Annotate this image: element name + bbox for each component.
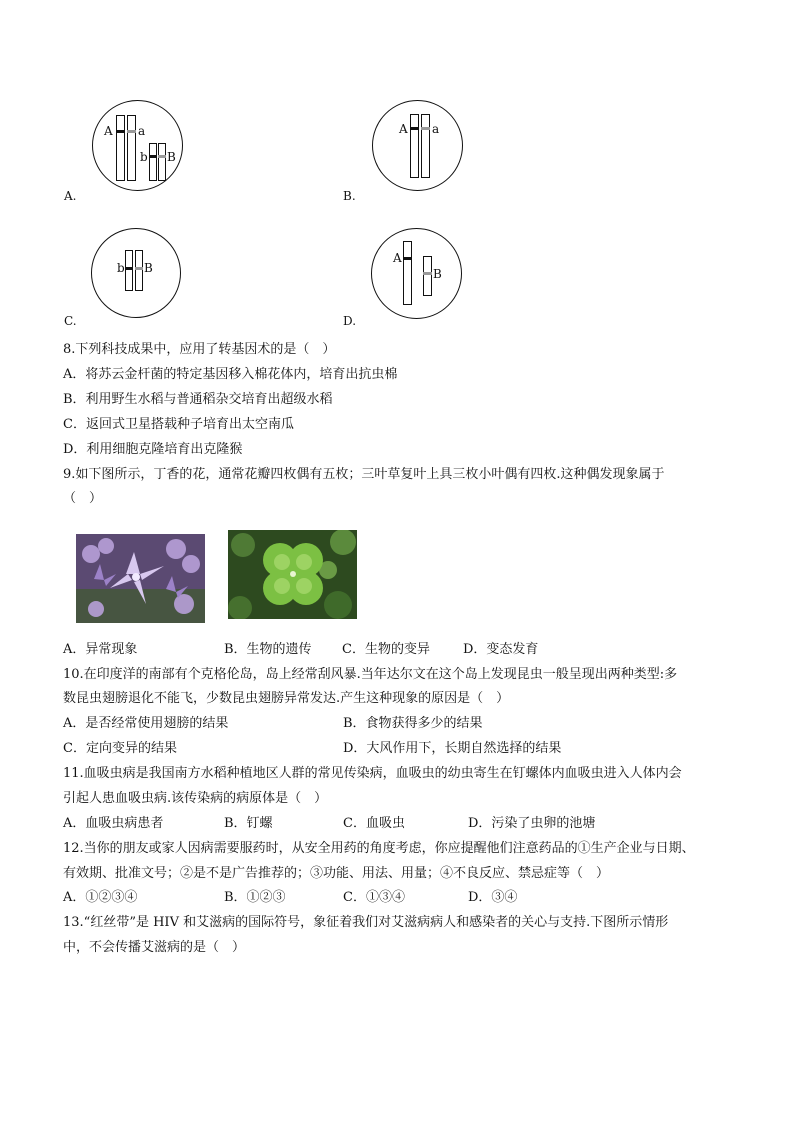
chromosome <box>403 241 412 305</box>
gene-label: B <box>167 150 176 164</box>
q10-option-b: B．食物获得多少的结果 <box>343 716 483 731</box>
q11-option-c: C．血吸虫 <box>343 816 405 831</box>
q10-stem-line2: 数昆虫翅膀退化不能飞，少数昆虫翅膀异常发达.产生这种现象的原因是（ ） <box>63 691 510 706</box>
q9-option-a: A．异常现象 <box>63 642 138 657</box>
gene-label: A <box>399 122 408 136</box>
gene-label: A <box>393 251 402 265</box>
chromosome <box>127 115 136 181</box>
gene-label: b <box>117 261 125 275</box>
q12-option-b: B．①②③ <box>224 890 286 905</box>
q7-option-a-label: A. <box>64 189 77 203</box>
gene-marker <box>403 257 412 260</box>
q10-stem-line1: 10.在印度洋的南部有个克格伦岛，岛上经常刮风暴.当年达尔文在这个岛上发现昆虫一般呈现出两种类型:多 <box>63 667 678 682</box>
q9-option-c: C．生物的变异 <box>342 642 430 657</box>
q8-option-a: A．将苏云金杆菌的特定基因移入棉花体内，培育出抗虫棉 <box>63 367 398 382</box>
q9-option-d: D．变态发育 <box>463 642 539 657</box>
q12-stem-line1: 12.当你的朋友或家人因病需要服药时，从安全用药的角度考虑，你应提醒他们注意药品的①生产企业与日期、 <box>63 841 695 856</box>
gene-label: b <box>140 150 148 164</box>
q10-option-c: C．定向变异的结果 <box>63 741 177 756</box>
q8-option-b: B．利用野生水稻与普通稻杂交培育出超级水稻 <box>63 392 333 407</box>
q10-option-d: D．大风作用下，长期自然选择的结果 <box>343 741 562 756</box>
q7-option-c-label: C. <box>64 314 77 328</box>
gene-marker <box>127 130 136 133</box>
chromosome <box>135 250 143 291</box>
gene-marker <box>125 267 133 270</box>
gene-label: a <box>138 124 146 138</box>
q11-option-a: A．血吸虫病患者 <box>63 816 164 831</box>
q9-stem-line1: 9.如下图所示，丁香的花，通常花瓣四枚偶有五枚；三叶草复叶上具三枚小叶偶有四枚.这种偶发现象属于 <box>63 467 665 482</box>
q10-option-a: A．是否经常使用翅膀的结果 <box>63 716 229 731</box>
chromosome <box>149 143 157 181</box>
q12-option-c: C．①③④ <box>343 890 405 905</box>
cell-circle <box>371 228 462 319</box>
q11-stem-line2: 引起人患血吸虫病.该传染病的病原体是（ ） <box>63 791 328 806</box>
gene-marker <box>410 127 419 130</box>
gene-marker <box>116 130 125 133</box>
cell-circle <box>92 100 183 191</box>
q12-option-d: D．③④ <box>468 890 518 905</box>
chromosome <box>158 143 166 181</box>
q13-stem-line1: 13.“红丝带”是 HIV 和艾滋病的国际符号，象征着我们对艾滋病病人和感染者的关心与支持.下图所示情形 <box>63 915 669 930</box>
q11-option-d: D．污染了虫卵的池塘 <box>468 816 596 831</box>
gene-marker <box>158 155 166 158</box>
q9-stem-line2: （ ） <box>63 491 103 506</box>
gene-marker <box>149 155 157 158</box>
gene-marker <box>423 272 432 275</box>
q7-option-b-label: B. <box>343 189 356 203</box>
gene-label: a <box>432 122 440 136</box>
lilac-flower-image <box>76 534 205 623</box>
chromosome <box>410 114 419 178</box>
q8-option-d: D．利用细胞克隆培育出克隆猴 <box>63 442 243 457</box>
q8-stem: 8.下列科技成果中，应用了转基因术的是（ ） <box>63 342 336 357</box>
q13-stem-line2: 中，不会传播艾滋病的是（ ） <box>63 940 246 955</box>
q12-option-a: A．①②③④ <box>63 890 138 905</box>
chromosome <box>421 114 430 178</box>
gene-marker <box>421 127 430 130</box>
q9-option-b: B．生物的遗传 <box>224 642 312 657</box>
q11-option-b: B．钉螺 <box>224 816 273 831</box>
q11-stem-line1: 11.血吸虫病是我国南方水稻种植地区人群的常见传染病，血吸虫的幼虫寄生在钉螺体内血吸虫进入人体内会 <box>63 766 682 781</box>
gene-label: A <box>104 124 113 138</box>
q12-stem-line2: 有效期、批准文号；②是不是广告推荐的；③功能、用法、用量；④不良反应、禁忌症等（ ） <box>63 866 610 881</box>
gene-marker <box>135 267 143 270</box>
chromosome <box>125 250 133 291</box>
gene-label: B <box>144 261 153 275</box>
gene-label: B <box>433 267 442 281</box>
four-leaf-clover-image <box>228 530 357 619</box>
q7-option-d-label: D. <box>343 314 357 328</box>
chromosome <box>423 256 432 296</box>
q8-option-c: C．返回式卫星搭载种子培育出太空南瓜 <box>63 417 294 432</box>
chromosome <box>116 115 125 181</box>
